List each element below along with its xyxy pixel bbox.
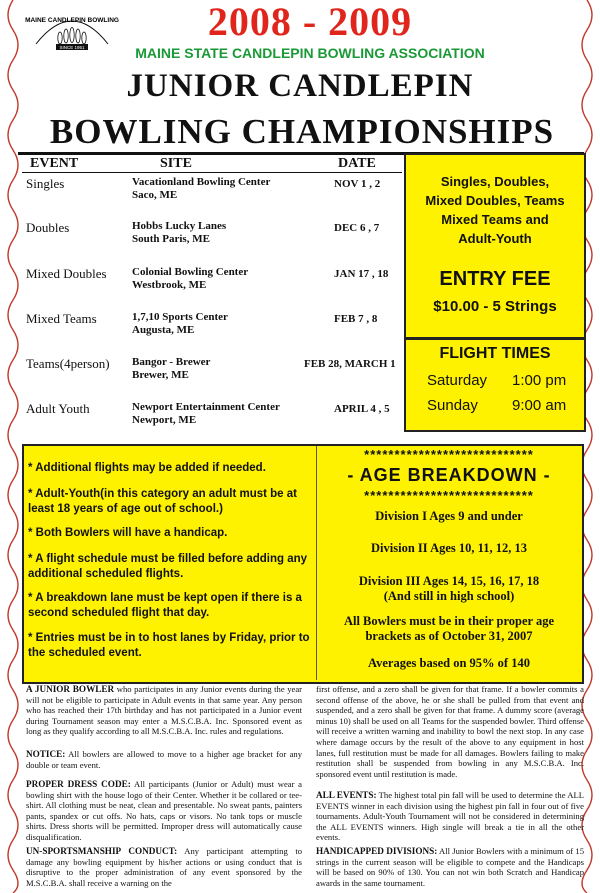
note-item: * Entries must be in to host lanes by Friday, prior to the scheduled event.	[28, 632, 310, 659]
title-line-2: BOWLING CHAMPIONSHIPS	[49, 112, 555, 151]
event-date: NOV 1 , 2	[334, 178, 381, 190]
age-breakdown-title: - AGE BREAKDOWN -	[347, 465, 551, 485]
division-three-note: (And still in high school)	[383, 589, 515, 603]
box-divider	[316, 446, 317, 680]
logo-since: SINCE 1951	[59, 45, 85, 50]
stars-divider-bottom: ****************************	[364, 488, 534, 503]
column-header-site: SITE	[160, 156, 192, 171]
rule-dress-code: PROPER DRESS CODE: All participants (Junior or Adult) must wear a bowling shirt with the house logo of their Center. Whether it be collared or tee-shirt. All clothing must be neat, clean and presentable. No sweat pants, painters pants, spandex or cut offs. No hats, caps or visors. No tank tops or muscle shirts. Dress shorts will be permitted. Improper dress will automatically cause disqualification.	[26, 779, 302, 842]
season-year: 2008 - 2009	[207, 0, 413, 44]
note-item: * A flight schedule must be filled before adding any additional scheduled flights.	[28, 553, 308, 580]
note-item: * A breakdown lane must be kept open if there is a second scheduled flight that day.	[28, 592, 302, 619]
column-header-event: EVENT	[30, 156, 79, 171]
averages-note: Averages based on 95% of 140	[368, 656, 530, 670]
event-date: FEB 7 , 8	[334, 313, 378, 325]
event-site: Hobbs Lucky Lanes South Paris, ME	[132, 220, 227, 245]
event-name: Mixed Teams	[26, 311, 97, 326]
flight-day: Sunday	[427, 397, 478, 414]
event-date: JAN 17 , 18	[334, 268, 389, 280]
entry-fee-value: $10.00 - 5 Strings	[433, 298, 557, 315]
column-header-date: DATE	[338, 156, 376, 171]
age-bracket-date: brackets as of October 31, 2007	[365, 629, 533, 643]
rule-notice: NOTICE: All bowlers are allowed to move to a higher age bracket for any double or team event.	[26, 749, 302, 770]
event-date: FEB 28, MARCH 1	[304, 358, 396, 370]
event-name: Adult Youth	[26, 401, 90, 416]
event-site: Newport Entertainment Center Newport, ME	[132, 401, 280, 426]
event-name: Teams(4person)	[26, 356, 110, 371]
note-item: * Both Bowlers will have a handicap.	[28, 527, 228, 539]
rule-handicapped: HANDICAPPED DIVISIONS: All Junior Bowlers with a minimum of 15 strings in the current season will be eligible to compete and the Handicaps will be based on 90% of 130. You can not win both Scratch and Handicap awards in the same tournament.	[316, 846, 584, 888]
rule-all-events: ALL EVENTS: The highest total pin fall will be used to determine the ALL EVENTS winner in each division using the highest pin fall in four out of five tournaments. Adult-Youth Tournament will not be considered in determining the ALL EVENTS winners. High single will break a tie in all the other events.	[316, 790, 584, 843]
flight-times-title: FLIGHT TIMES	[439, 345, 551, 362]
title-line-1: JUNIOR CANDLEPIN	[126, 68, 474, 104]
event-date: DEC 6 , 7	[334, 222, 380, 234]
flight-time: 1:00 pm	[512, 372, 567, 389]
association-name: MAINE STATE CANDLEPIN BOWLING ASSOCIATION	[135, 45, 485, 61]
division-two: Division II Ages 10, 11, 12, 13	[371, 541, 527, 555]
stars-divider-top: ****************************	[364, 447, 534, 462]
rule-conduct-continued: first offense, and a zero shall be given for that frame. If a bowler commits a second offense of the above, he or she shall be pulled from that event and suspended, and a zero shall be given for that frame. A dummy score (average minus 10) shall be used on all Teams for the suspended bowler. Third offense will receive a written warning and inability to bowl the next stop. In any case where damage occurs by the result of the above to any equipment in host lanes, full restitution must be made for all damages. Bowlers failing to make restitution shall be suspended from bowling in any M.S.C.B.A. Inc. sponsored event until restitution is made.	[316, 684, 584, 779]
division-one: Division I Ages 9 and under	[375, 509, 523, 523]
logo-text: MAINE CANDLEPIN BOWLING	[25, 17, 119, 24]
event-name: Singles	[26, 176, 65, 191]
rule-conduct: UN-SPORTSMANSHIP CONDUCT: Any participant attempting to damage any bowling equipment by his/her actions or using conduct that is disruptive to the proper administration of any event sponsored by the M.S.C.B.A. shall receive a warning on the	[26, 846, 303, 888]
event-site: 1,7,10 Sports Center Augusta, ME	[132, 311, 228, 336]
event-date: APRIL 4 , 5	[334, 403, 390, 415]
event-name: Doubles	[26, 220, 70, 235]
event-site: Bangor - Brewer Brewer, ME	[132, 356, 211, 381]
event-name: Mixed Doubles	[26, 266, 107, 281]
note-item: * Adult-Youth(in this category an adult must be at least 18 years of age out of school.)	[28, 488, 297, 515]
rule-junior-bowler: A JUNIOR BOWLER who participates in any Junior events during the year will not be eligible to participate in Adult events in that same year. Any person who has reached their 17th birthday and has not participated in a Junior event during Tournament season may enter a M.S.C.B.A. Inc. Sponsored event as long as they qualify according to all M.S.C.B.A. Inc. rules and regulations.	[26, 684, 303, 737]
flight-time: 9:00 am	[512, 397, 567, 414]
note-item: * Additional flights may be added if needed.	[28, 462, 266, 474]
event-site: Vacationland Bowling Center Saco, ME	[132, 176, 271, 201]
event-site: Colonial Bowling Center Westbrook, ME	[132, 266, 249, 291]
event-categories: Singles, Doubles, Mixed Doubles, Teams Mixed Teams and Adult-Youth	[425, 174, 565, 246]
age-bracket-note: All Bowlers must be in their proper age	[343, 614, 555, 628]
flight-day: Saturday	[427, 372, 488, 389]
association-logo	[25, 4, 119, 52]
header-divider	[22, 172, 402, 173]
division-three: Division III Ages 14, 15, 16, 17, 18	[358, 574, 540, 588]
entry-fee-label: ENTRY FEE	[439, 268, 551, 290]
